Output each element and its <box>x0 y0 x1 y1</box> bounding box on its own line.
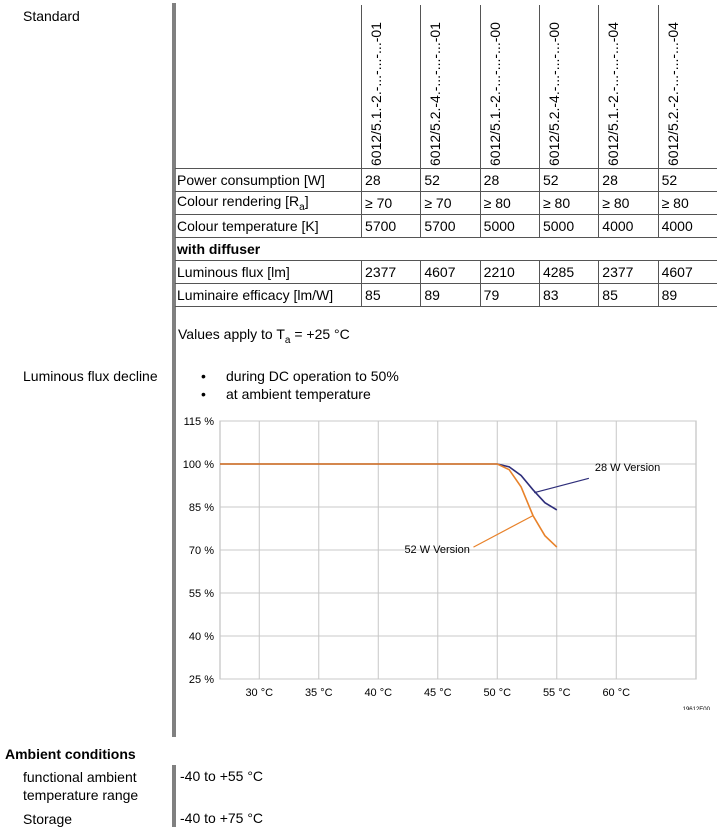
row-label <box>175 192 362 215</box>
ambient-divider <box>172 765 176 827</box>
table-cell: 52 <box>539 169 598 192</box>
row-label: Colour temperature [K] <box>175 215 362 238</box>
x-tick-label: 60 °C <box>602 687 631 699</box>
table-cell: 5000 <box>480 215 539 238</box>
functional-temp-label-line: temperature range <box>23 787 139 803</box>
table-cell: ≥ 70 <box>421 192 480 215</box>
table-cell: 2210 <box>480 261 539 284</box>
table-cell: 85 <box>362 284 421 307</box>
y-tick-label: 40 % <box>188 631 214 643</box>
table-cell: 83 <box>539 284 598 307</box>
functional-temp-label-line: functional ambient <box>23 769 137 785</box>
x-tick-label: 55 °C <box>542 687 571 699</box>
table-note <box>178 326 350 346</box>
row-label-sub: a <box>299 201 305 213</box>
table-subheading-row <box>175 238 717 261</box>
bullet-item: • during DC operation to 50% <box>195 367 399 385</box>
flux-decline-label: Luminous flux decline <box>23 368 158 384</box>
table-cell: ≥ 80 <box>599 192 658 215</box>
table-subheading: with diffuser <box>175 238 717 261</box>
functional-temp-value: -40 to +55 °C <box>180 768 264 784</box>
column-header: 6012/5.1.-2.-...-...-...-04 <box>605 22 622 166</box>
y-tick-label: 25 % <box>188 674 214 686</box>
note-sub: a <box>284 334 291 346</box>
table-row <box>175 261 717 284</box>
column-header: 6012/5.2.-4.-...-...-...-00 <box>545 22 562 166</box>
table-cell: 5000 <box>539 215 598 238</box>
y-tick-label: 55 % <box>188 588 214 600</box>
ambient-heading: Ambient conditions <box>5 746 136 762</box>
table-row <box>175 215 717 238</box>
functional-temp-label <box>23 768 138 804</box>
column-header: 6012/5.2.-4.-...-...-...-01 <box>427 22 444 166</box>
bullet-item: • at ambient temperature <box>195 385 399 403</box>
bullet-list <box>195 367 399 403</box>
table-cell: 4285 <box>539 261 598 284</box>
storage-value: -40 to +75 °C <box>180 810 264 826</box>
column-header: 6012/5.2.-2.-...-...-...-04 <box>664 22 681 166</box>
table-row <box>175 192 717 215</box>
table-row <box>175 284 717 307</box>
table-cell: 5700 <box>421 215 480 238</box>
series-label: 28 W Version <box>594 462 661 475</box>
spec-table <box>175 5 717 307</box>
y-tick-label: 100 % <box>182 459 214 471</box>
column-header: 6012/5.1.-2.-...-...-...-01 <box>368 22 385 166</box>
table-cell: 2377 <box>599 261 658 284</box>
storage-label: Storage <box>23 811 73 827</box>
note-text: Values apply to T <box>178 326 285 342</box>
note-text: = +25 °C <box>290 326 350 342</box>
x-tick-label: 50 °C <box>483 687 512 699</box>
flux-decline-chart <box>176 410 716 710</box>
table-cell: 28 <box>362 169 421 192</box>
table-cell: ≥ 80 <box>480 192 539 215</box>
column-header: 6012/5.1.-2.-...-...-...-00 <box>486 22 503 166</box>
table-row <box>175 169 717 192</box>
row-label: Luminaire efficacy [lm/W] <box>175 284 362 307</box>
table-cell: 79 <box>480 284 539 307</box>
y-tick-label: 85 % <box>188 502 214 514</box>
x-tick-label: 40 °C <box>364 687 393 699</box>
row-label: Luminous flux [lm] <box>175 261 362 284</box>
table-cell: 5700 <box>362 215 421 238</box>
y-tick-label: 115 % <box>183 416 214 428</box>
figure-code: 19612E00 <box>682 707 710 710</box>
table-header-row <box>175 5 717 169</box>
x-tick-label: 45 °C <box>423 687 452 699</box>
table-cell: ≥ 80 <box>539 192 598 215</box>
table-cell: 4607 <box>658 261 717 284</box>
row-label-text: ] <box>304 193 309 210</box>
x-tick-label: 30 °C <box>245 687 274 699</box>
table-cell: 4000 <box>658 215 717 238</box>
x-tick-label: 35 °C <box>304 687 333 699</box>
table-cell: 89 <box>421 284 480 307</box>
table-cell: 2377 <box>362 261 421 284</box>
series-label: 52 W Version <box>404 543 470 556</box>
table-cell: 28 <box>480 169 539 192</box>
table-cell: 28 <box>599 169 658 192</box>
table-cell: 4607 <box>421 261 480 284</box>
table-cell: 85 <box>599 284 658 307</box>
standard-label: Standard <box>23 8 80 24</box>
row-label-text: Colour rendering [R <box>177 193 300 210</box>
table-cell: ≥ 80 <box>658 192 717 215</box>
row-label: Power consumption [W] <box>175 169 362 192</box>
table-cell: 89 <box>658 284 717 307</box>
table-cell: ≥ 70 <box>362 192 421 215</box>
table-cell: 4000 <box>599 215 658 238</box>
y-tick-label: 70 % <box>188 545 214 557</box>
table-cell: 52 <box>658 169 717 192</box>
table-cell: 52 <box>421 169 480 192</box>
